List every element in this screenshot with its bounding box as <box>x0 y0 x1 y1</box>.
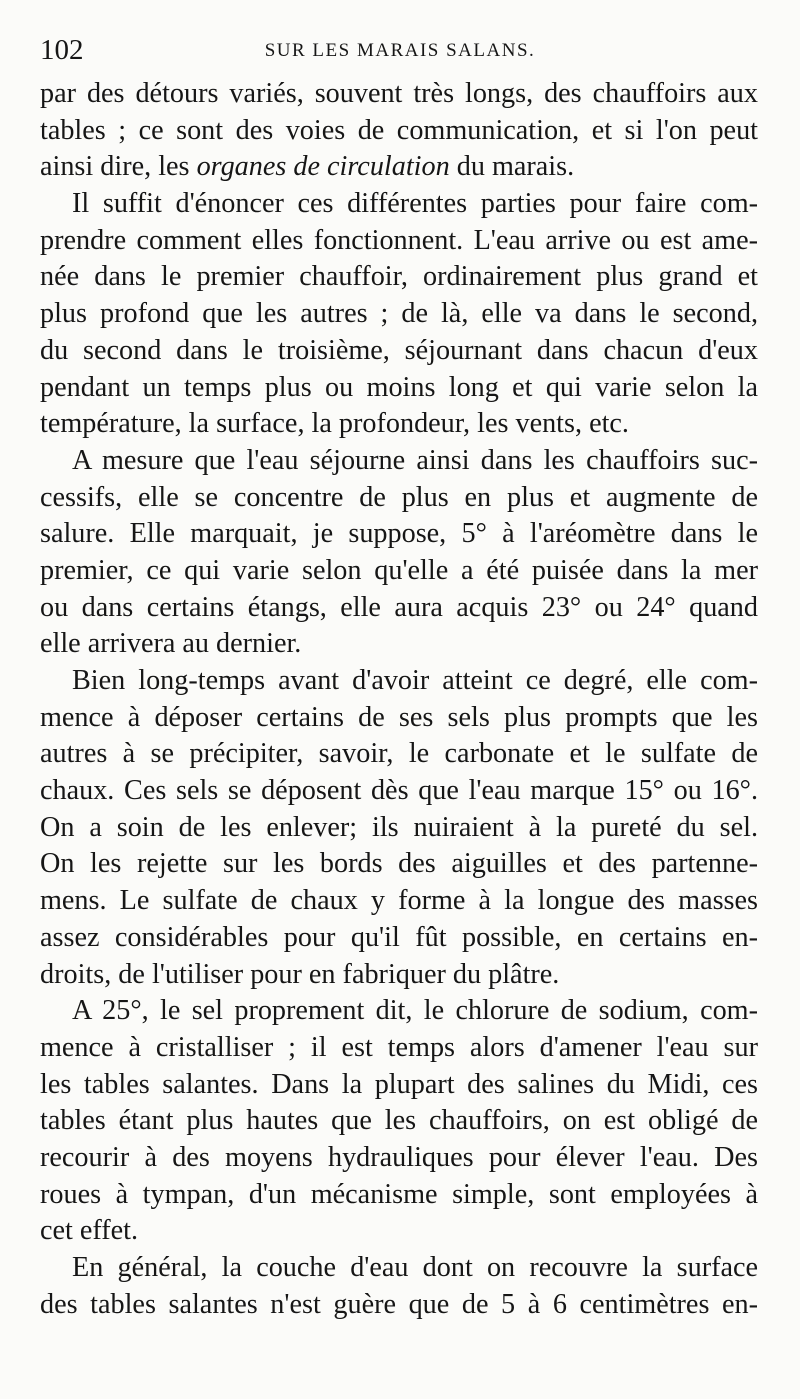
text-line: Il suffit d'énoncer ces différentes parties pour faire com- <box>72 188 758 220</box>
text-line: les tables salantes. Dans la plupart des salines du Midi, ces <box>40 1068 758 1100</box>
text-line: pendant un temps plus ou moins long et qui varie selon la <box>40 371 758 403</box>
text-line: recourir à des moyens hydrauliques pour élever l'eau. Des <box>40 1141 758 1173</box>
text-segment: du marais. <box>449 151 575 183</box>
page-number: 102 <box>40 34 84 66</box>
text-line: cessifs, elle se concentre de plus en plus et augmente de <box>40 481 758 513</box>
text-line: mens. Le sulfate de chaux y forme à la longue des masses <box>40 885 758 917</box>
text-line: tables étant plus hautes que les chauffoirs, on est obligé de <box>40 1105 758 1137</box>
text-line: En général, la couche d'eau dont on recouvre la surface <box>72 1252 758 1283</box>
text-segment: ainsi dire, les <box>40 151 197 183</box>
text-line: Bien long-temps avant d'avoir atteint ce degré, elle com- <box>72 665 758 696</box>
text-line: premier, ce qui varie selon qu'elle a été puisée dans la mer <box>40 554 758 586</box>
text-line: plus profond que les autres ; de là, elle va dans le second, <box>40 298 758 330</box>
text-line: elle arrivera au dernier. <box>40 628 302 660</box>
text-line: des tables salantes n'est guère que de 5 à 6 centimètres en- <box>40 1288 758 1320</box>
text-line <box>40 149 758 186</box>
running-head <box>40 34 760 74</box>
text-line: assez considérables pour qu'il fût possible, en certains en- <box>40 921 758 953</box>
text-line: A mesure que l'eau séjourne ainsi dans les chauffoirs suc- <box>72 444 758 476</box>
text-line: prendre comment elles fonctionnent. L'eau arrive ou est ame- <box>40 224 758 256</box>
text-line: A 25°, le sel proprement dit, le chlorure de sodium, com- <box>72 995 758 1027</box>
running-title: SUR LES MARAIS SALANS. <box>264 40 536 61</box>
text-line: On les rejette sur les bords des aiguilles et des partenne- <box>40 848 758 880</box>
text-line: du second dans le troisième, séjournant dans chacun d'eux <box>40 334 758 366</box>
text-line: mence à déposer certains de ses sels plus prompts que les <box>40 701 758 733</box>
italic-phrase: organes de circulation <box>196 151 450 183</box>
text-line: roues à tympan, d'un mécanisme simple, sont employées à <box>40 1178 758 1210</box>
text-line: par des détours variés, souvent très longs, des chauffoirs aux <box>40 78 758 109</box>
text-line: ou dans certains étangs, elle aura acquis 23° ou 24° quand <box>40 591 758 623</box>
text-line: température, la surface, la profondeur, les vents, etc. <box>40 408 629 440</box>
text-line: chaux. Ces sels se déposent dès que l'eau marque 15° ou 16°. <box>40 775 758 807</box>
text-line: autres à se précipiter, savoir, le carbonate et le sulfate de <box>40 738 758 770</box>
text-line: née dans le premier chauffoir, ordinairement plus grand et <box>40 261 758 293</box>
text-line: mence à cristalliser ; il est temps alors d'amener l'eau sur <box>40 1031 758 1063</box>
text-line: tables ; ce sont des voies de communication, et si l'on peut <box>40 114 758 146</box>
body-text <box>40 76 758 1323</box>
text-line: salure. Elle marquait, je suppose, 5° à l'aréomètre dans le <box>40 518 758 550</box>
text-line: cet effet. <box>40 1215 139 1247</box>
text-line: droits, de l'utiliser pour en fabriquer du plâtre. <box>40 958 560 990</box>
text-line: On a soin de les enlever; ils nuiraient à la pureté du sel. <box>40 811 758 843</box>
